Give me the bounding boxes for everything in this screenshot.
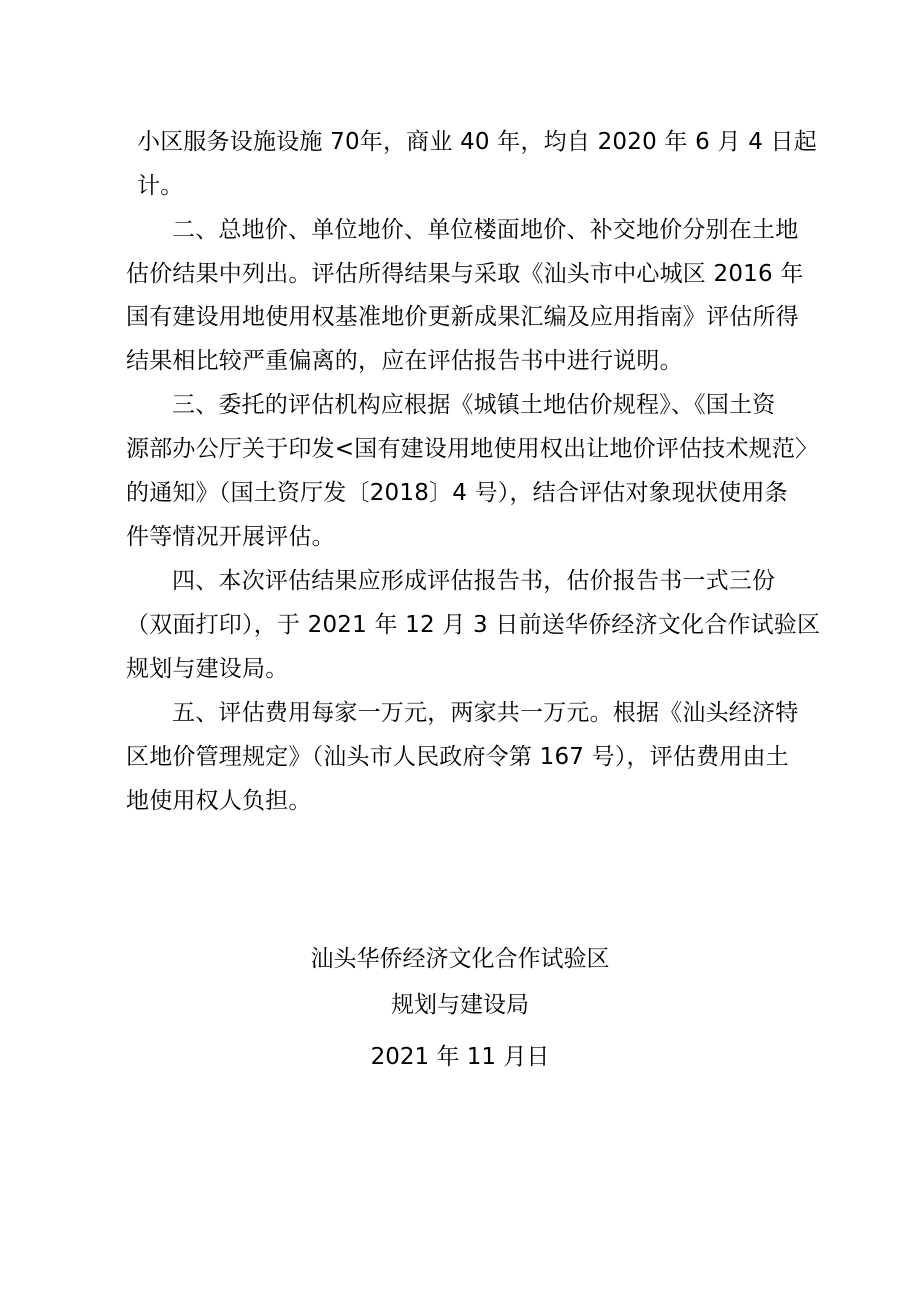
paragraph-2-line-1: 二、总地价、单位地价、单位楼面地价、补交地价分别在土地: [172, 217, 799, 243]
paragraph-5-line-3: 地使用权人负担。: [126, 788, 312, 814]
paragraph-3-line-3: 的通知》（国土资厅发〔2018〕4 号），结合评估对象现状使用条: [126, 480, 788, 506]
paragraph-4-line-3: 规划与建设局。: [126, 656, 289, 682]
signature-organization-line-2: 规划与建设局: [391, 992, 529, 1018]
paragraph-4-line-1: 四、本次评估结果应形成评估报告书，估价报告书一式三份: [172, 568, 776, 594]
paragraph-3-line-1: 三、委托的评估机构应根据《城镇土地估价规程》、《国土资: [172, 392, 776, 418]
paragraph-line-1: 小区服务设施设施 70年，商业 40 年，均自 2020 年 6 月 4 日起: [137, 129, 817, 155]
paragraph-line-2: 计。: [137, 173, 184, 199]
paragraph-5-line-1: 五、评估费用每家一万元，两家共一万元。根据《汕头经济特: [172, 700, 799, 726]
paragraph-2-line-2: 估价结果中列出。评估所得结果与采取《汕头市中心城区 2016 年: [126, 261, 804, 287]
paragraph-4-line-2: （双面打印），于 2021 年 12 月 3 日前送华侨经济文化合作试验区: [126, 612, 821, 638]
paragraph-5-line-2: 区地价管理规定》（汕头市人民政府令第 167 号），评估费用由土: [126, 744, 789, 770]
paragraph-2-line-3: 国有建设用地使用权基准地价更新成果汇编及应用指南》评估所得: [126, 304, 799, 330]
paragraph-3-line-4: 件等情况开展评估。: [126, 524, 335, 550]
paragraph-2-line-4: 结果相比较严重偏离的，应在评估报告书中进行说明。: [126, 348, 683, 374]
signature-organization-line-1: 汕头华侨经济文化合作试验区: [310, 946, 610, 972]
paragraph-3-line-2: 源部办公厅关于印发<国有建设用地使用权出让地价评估技术规范〉: [126, 436, 819, 462]
signature-date: 2021 年 11 月日: [370, 1044, 550, 1070]
